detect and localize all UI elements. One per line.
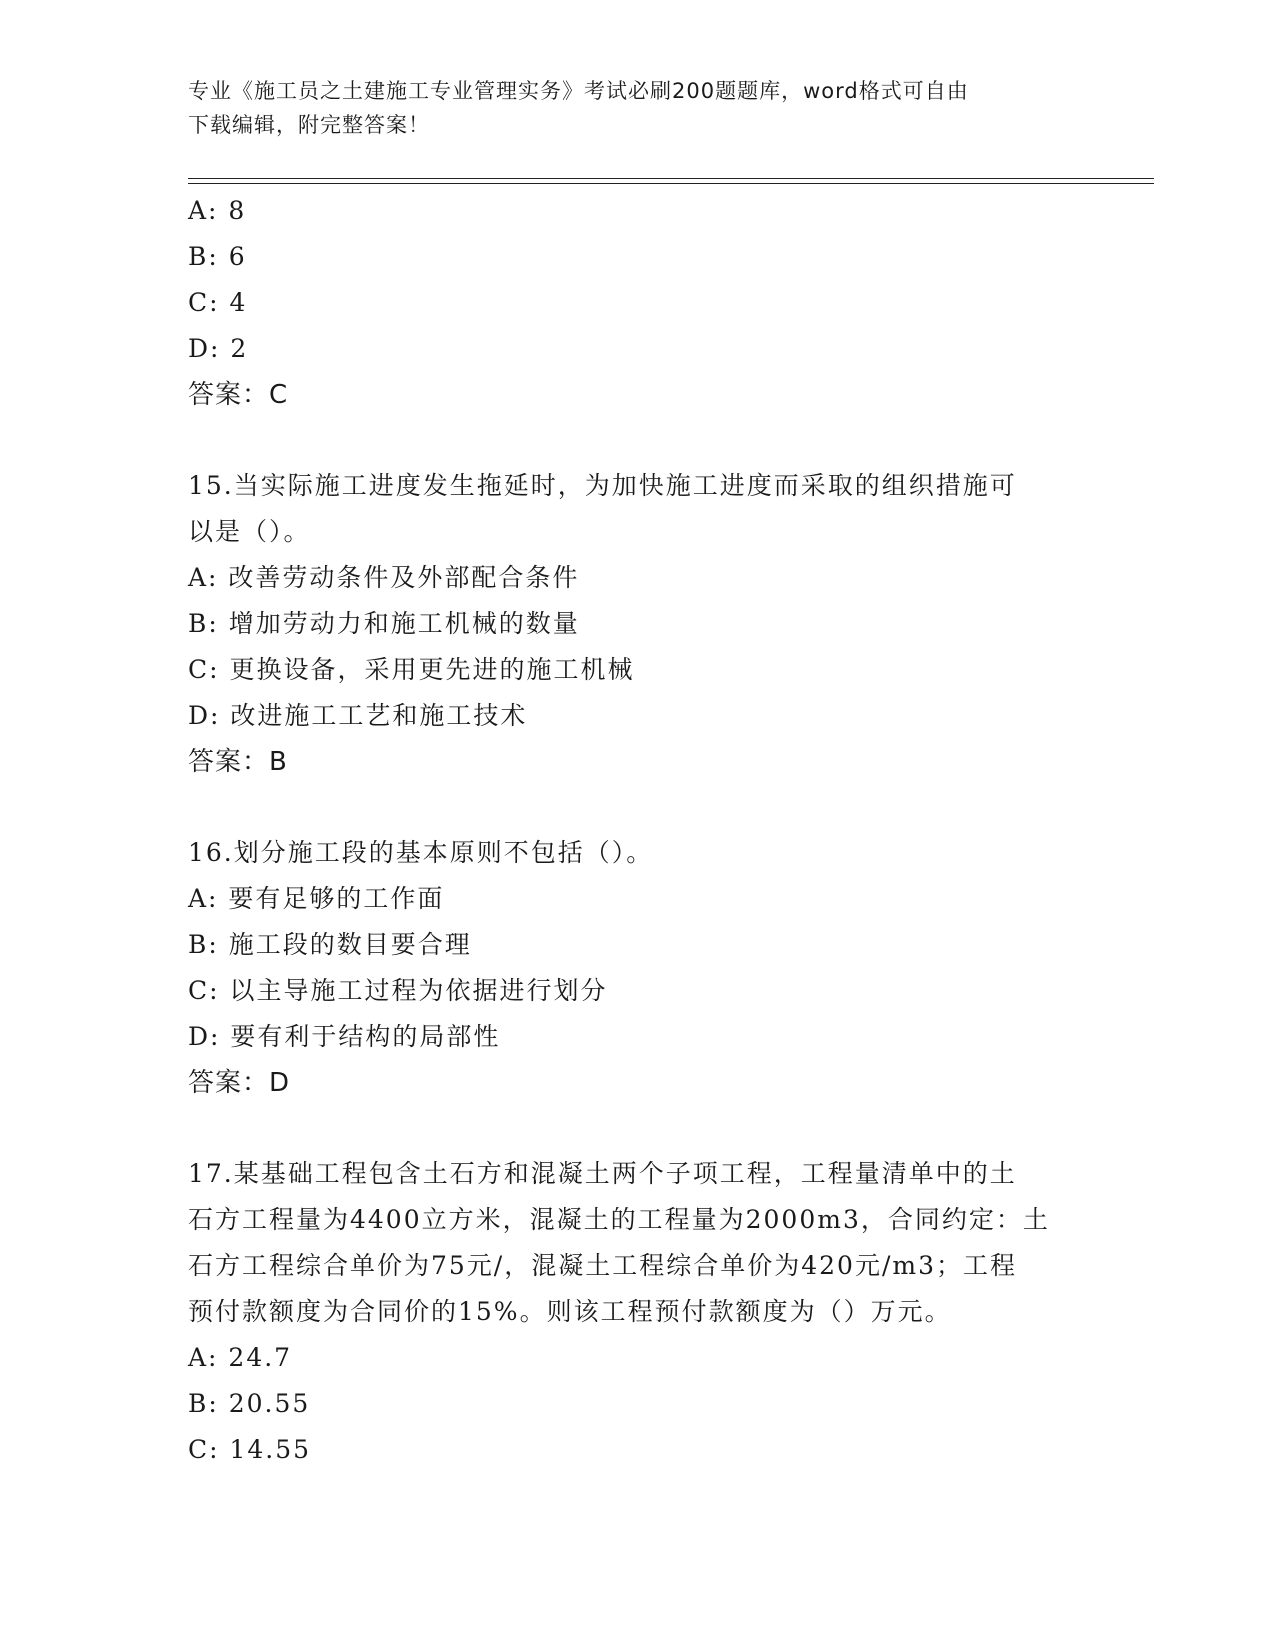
question-text-line: 预付款额度为合同价的15%。则该工程预付款额度为（）万元。 <box>188 1297 952 1326</box>
question-text-line: 以是（）。 <box>188 517 311 546</box>
question-15 <box>188 463 1088 785</box>
option-c: C: 4 <box>188 288 248 317</box>
option-d: D: 要有利于结构的局部性 <box>188 1022 501 1051</box>
answer: 答案：C <box>188 380 289 410</box>
option-c: C: 以主导施工过程为依据进行划分 <box>188 976 608 1005</box>
option-a: A: 8 <box>188 196 247 225</box>
question-text-line: 15.当实际施工进度发生拖延时，为加快施工进度而采取的组织措施可 <box>188 471 1017 500</box>
header-line-1: 专业《施工员之土建施工专业管理实务》考试必刷200题题库，word格式可自由 <box>188 79 969 103</box>
question-list <box>188 188 1088 1473</box>
option-a: A: 要有足够的工作面 <box>188 884 445 913</box>
option-b: B: 20.55 <box>188 1389 311 1418</box>
answer: 答案：B <box>188 747 288 777</box>
question-14 <box>188 188 1088 418</box>
option-a: A: 改善劳动条件及外部配合条件 <box>188 563 580 592</box>
option-d: D: 2 <box>188 334 249 363</box>
question-text-line: 石方工程综合单价为75元/，混凝土工程综合单价为420元/m3；工程 <box>188 1251 1017 1280</box>
header-divider-bottom <box>188 183 1154 184</box>
question-text-line: 17.某基础工程包含土石方和混凝土两个子项工程，工程量清单中的土 <box>188 1159 1017 1188</box>
question-text-line: 16.划分施工段的基本原则不包括（）。 <box>188 838 654 867</box>
question-text-line: 石方工程量为4400立方米，混凝土的工程量为2000m3，合同约定：土 <box>188 1205 1050 1234</box>
header-line-2: 下载编辑，附完整答案！ <box>188 113 430 137</box>
question-16 <box>188 830 1088 1106</box>
option-c: C: 14.55 <box>188 1435 312 1464</box>
option-c: C: 更换设备，采用更先进的施工机械 <box>188 655 635 684</box>
option-a: A: 24.7 <box>188 1343 293 1372</box>
answer: 答案：D <box>188 1068 291 1098</box>
header-divider-top <box>188 178 1154 179</box>
question-17 <box>188 1151 1088 1473</box>
document-header <box>188 74 1068 142</box>
option-b: B: 增加劳动力和施工机械的数量 <box>188 609 580 638</box>
option-d: D: 改进施工工艺和施工技术 <box>188 701 528 730</box>
option-b: B: 施工段的数目要合理 <box>188 930 472 959</box>
option-b: B: 6 <box>188 242 247 271</box>
